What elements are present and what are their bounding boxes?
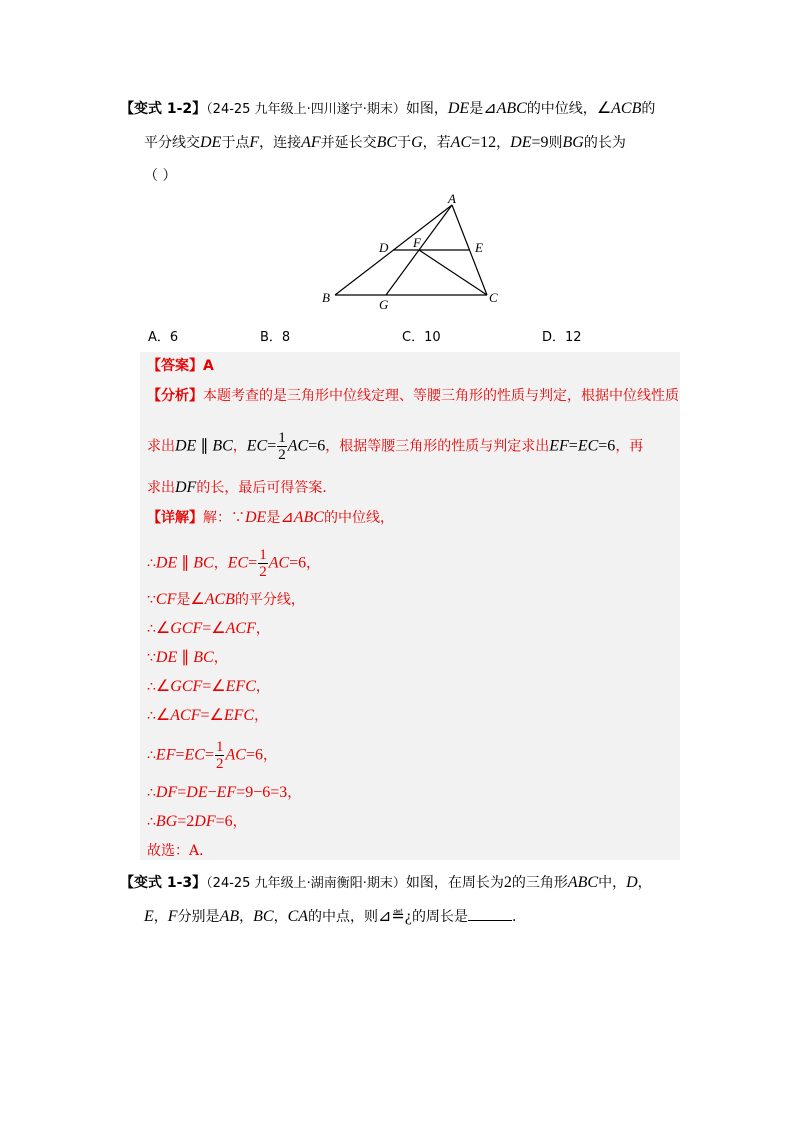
option-c (402, 326, 441, 345)
option-value: 8 (281, 330, 291, 345)
option-b (260, 326, 290, 345)
therefore-symbol: ∴ (147, 621, 156, 637)
text: ， (254, 708, 269, 724)
math: DE (155, 649, 178, 666)
math: CA (287, 908, 309, 925)
analysis-tag: 【分析】 (147, 388, 203, 404)
option-value: 6 (169, 330, 179, 345)
fraction-half (277, 430, 287, 463)
math: BG (562, 134, 584, 151)
text: ， (496, 135, 511, 151)
math: CF (155, 591, 177, 608)
math: BC (193, 649, 214, 666)
text: ， (255, 679, 270, 695)
math: AB (219, 908, 240, 925)
text: 求出 (147, 438, 175, 455)
angle-symbol: ∠ (155, 707, 171, 724)
text: ， (262, 747, 277, 764)
text: ， (273, 909, 288, 925)
text: ， (213, 650, 228, 666)
math: AC (287, 437, 309, 455)
math: EC (184, 746, 205, 764)
option-letter: C． (402, 330, 425, 345)
text: 平分线交 (144, 135, 200, 151)
math: = (175, 746, 185, 764)
text: 的长为 (583, 135, 626, 151)
label-d: D (379, 240, 389, 255)
answer-blank[interactable] (468, 906, 512, 921)
question-tag: 【变式 1-3】 (120, 875, 207, 891)
therefore-symbol: ∴ (147, 555, 156, 572)
question-tag: 【变式 1-2】 (120, 101, 207, 117)
math: GCF (170, 620, 203, 637)
math: E (144, 908, 154, 925)
option-value: 12 (565, 330, 582, 345)
text: 的平分线， (234, 592, 305, 608)
math: F (249, 134, 260, 151)
math: F (167, 908, 178, 925)
text: ， (239, 909, 254, 925)
math: DE (175, 437, 197, 455)
math: BG (155, 813, 178, 830)
because-symbol: ∵ (147, 650, 156, 666)
math: 2 (503, 874, 512, 891)
math: DE (155, 554, 178, 572)
option-d (542, 326, 582, 345)
answer-options (148, 326, 668, 348)
text: 求出 (147, 480, 175, 496)
math: = (177, 784, 187, 801)
math: DE (447, 100, 470, 117)
triangle-symbol: ⊿ (280, 509, 294, 526)
math: = (267, 437, 277, 455)
math: − (207, 784, 217, 801)
math: AC (450, 134, 472, 151)
step-4 (147, 647, 228, 667)
question-source: （24-25 九年级上·四川遂宁·期末） (206, 102, 406, 117)
text: 是 (176, 592, 191, 608)
therefore-symbol: ∴ (147, 679, 156, 695)
label-c: C (489, 290, 498, 305)
text: 的周长是 (411, 909, 468, 925)
garbled-symbol: ⊿≝¿ (378, 908, 412, 925)
angle-symbol: ∠ (190, 591, 205, 608)
label-a: A (448, 191, 456, 206)
detail-line-1 (147, 507, 394, 527)
text: 于点 (221, 135, 250, 151)
answer-paren: （ ） (144, 168, 177, 184)
segment-fc (419, 250, 487, 295)
math: BC (253, 908, 274, 925)
label-e: E (475, 240, 483, 255)
text: 的中点，则 (308, 909, 379, 925)
math: GCF (170, 678, 203, 695)
math: AC (225, 746, 246, 764)
fraction-half (258, 547, 268, 580)
text: 是 (469, 101, 484, 117)
text: 分别是 (177, 909, 220, 925)
analysis-text: 本题考查的是三角形中位线定理、等腰三角形的性质与判定，根据中位线性质 (203, 388, 679, 404)
question-line-1 (120, 866, 680, 900)
math: = (248, 554, 258, 572)
math: BC (212, 437, 233, 455)
label-g: G (379, 297, 389, 312)
math: EFC (223, 707, 255, 724)
option-a (148, 326, 178, 345)
text: 如图， (405, 101, 448, 117)
because-symbol: ∵ (147, 592, 156, 608)
step-9 (147, 811, 247, 831)
analysis-line-1 (147, 385, 679, 405)
fraction-half (215, 739, 225, 772)
math: D (626, 874, 638, 891)
triangle-figure (315, 190, 515, 315)
math: ABC (567, 874, 599, 891)
math: EC (577, 437, 599, 455)
math: ∥ (196, 437, 213, 455)
question-line-1 (120, 92, 680, 126)
triangle-symbol: ⊿ (483, 100, 497, 117)
detail-tag: 【详解】 (147, 510, 203, 526)
option-letter: A． (148, 330, 170, 345)
fraction-numerator: 1 (278, 430, 286, 446)
angle-symbol: ∠ (155, 678, 171, 695)
question-variant-1-2 (120, 92, 680, 193)
math: DE (245, 509, 267, 526)
math: =∠ (200, 707, 224, 724)
math: =9−6=3 (236, 784, 288, 801)
analysis-line-3 (147, 477, 336, 497)
text: ， (153, 909, 168, 925)
math: =6 (308, 437, 326, 455)
therefore-symbol: ∴ (147, 747, 156, 764)
math: DF (175, 479, 197, 496)
text: ，连接 (259, 135, 302, 151)
math: ∥ (177, 649, 194, 666)
math: AC (268, 554, 290, 572)
math: ∥ (177, 554, 194, 572)
math: DE (186, 784, 208, 801)
fraction-denominator: 2 (215, 756, 224, 772)
text: 的长，最后可得答案． (196, 480, 337, 496)
math: =2 (177, 813, 195, 830)
math: ABC (496, 100, 527, 117)
math: AF (301, 134, 321, 151)
option-letter: B． (260, 330, 282, 345)
text: 的中位线， (323, 510, 394, 526)
text: 是 (266, 510, 281, 526)
text: 的 (641, 101, 656, 117)
math: DF (155, 784, 178, 801)
text: ，根据等腰三角形的性质与判定求出 (325, 438, 550, 455)
math: =6 (598, 437, 616, 455)
text: ， (232, 814, 247, 830)
math: BC (193, 554, 214, 572)
answer-tag: 【答案】 (147, 358, 203, 374)
text: ， (232, 438, 247, 455)
text: 解： (203, 510, 231, 526)
math: DF (194, 813, 216, 830)
question-line-2 (120, 126, 680, 160)
step-3 (147, 618, 270, 638)
question-source: （24-25 九年级上·湖南衡阳·期末） (206, 876, 406, 891)
math: =∠ (202, 620, 226, 637)
angle-symbol: ∠ (155, 620, 171, 637)
therefore-symbol: ∴ (147, 785, 156, 801)
math: EF (155, 746, 176, 764)
fraction-numerator: 1 (259, 547, 267, 563)
step-6 (147, 705, 268, 725)
text: ． (511, 909, 526, 925)
text: 于 (397, 135, 412, 151)
math: DE (200, 134, 222, 151)
math: =6 (245, 746, 263, 764)
option-letter: D． (542, 330, 566, 345)
math: EC (227, 554, 249, 572)
math: ACF (225, 620, 256, 637)
math: EC (246, 437, 268, 455)
solution-block (140, 352, 680, 860)
math: ACF (170, 707, 201, 724)
text: ， (255, 621, 270, 637)
therefore-symbol: ∴ (147, 814, 156, 830)
text: ， (306, 555, 321, 572)
text: ， (287, 785, 302, 801)
math: =6 (215, 813, 233, 830)
math: ABC (293, 509, 324, 526)
math: EF (549, 437, 569, 455)
math: ACB (204, 591, 235, 608)
math: EF (216, 784, 237, 801)
answer-value: A (203, 358, 214, 374)
math: G (411, 134, 423, 151)
math: ACB (611, 100, 642, 117)
math: = (568, 437, 578, 455)
question-line-2 (120, 900, 680, 934)
angle-symbol: ∠ (596, 100, 612, 117)
text: ，若 (422, 135, 451, 151)
text: 如图，在周长为 (405, 875, 504, 891)
answer-line (147, 355, 214, 375)
text: ，再 (615, 438, 644, 455)
fraction-numerator: 1 (215, 739, 224, 755)
analysis-line-2 (147, 430, 643, 463)
step-1 (147, 547, 320, 580)
text: 中， (598, 875, 627, 891)
math: BC (376, 134, 398, 151)
math: =12 (471, 134, 497, 151)
because-symbol: ∵ (231, 510, 245, 526)
label-f: F (413, 235, 421, 250)
text: 的中位线， (526, 101, 597, 117)
final-choice: 故选：A． (147, 843, 214, 859)
step-5 (147, 676, 270, 696)
question-variant-1-3 (120, 866, 680, 934)
therefore-symbol: ∴ (147, 708, 156, 724)
label-b: B (322, 290, 330, 305)
step-2 (147, 589, 305, 609)
text: 的三角形 (511, 875, 568, 891)
step-8 (147, 782, 301, 802)
math: =6 (289, 554, 307, 572)
text: ， (213, 555, 228, 572)
fraction-denominator: 2 (259, 564, 267, 580)
math: =9 (531, 134, 549, 151)
text: ， (637, 875, 652, 891)
option-value: 10 (424, 330, 441, 345)
math: EFC (225, 678, 256, 695)
text: 则 (548, 135, 563, 151)
math: = (204, 746, 214, 764)
step-7 (147, 739, 277, 772)
math: DE (510, 134, 532, 151)
text: 并延长交 (320, 135, 377, 151)
fraction-denominator: 2 (278, 447, 286, 463)
math: =∠ (202, 678, 226, 695)
